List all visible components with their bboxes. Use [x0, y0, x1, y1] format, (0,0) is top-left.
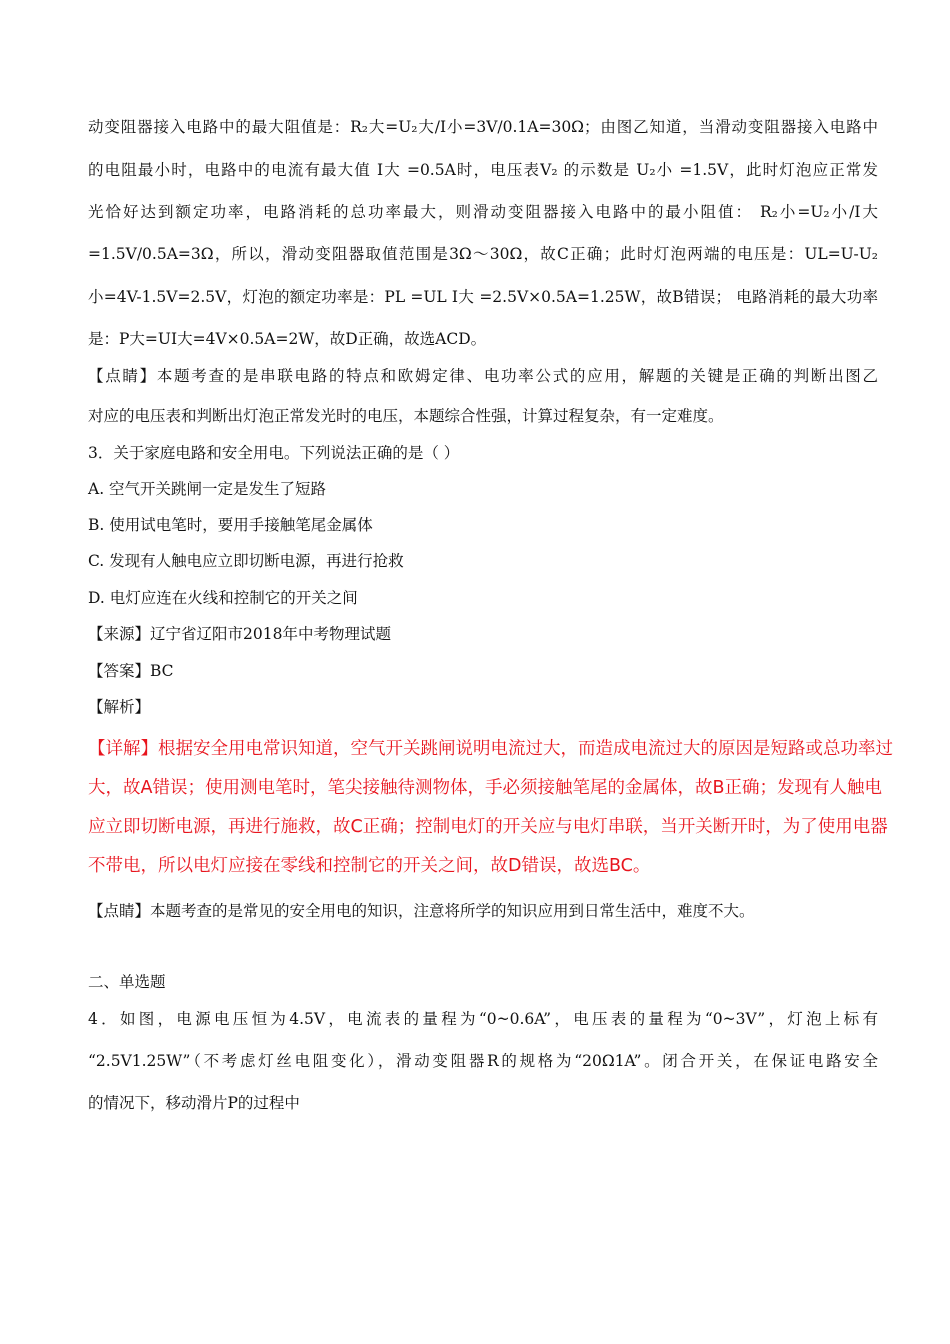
question-stem: 的情况下，移动滑片P的过程中	[88, 1094, 300, 1112]
question-stem: 4．如图，电源电压恒为4.5V，电流表的量程为“0~0.6A”，电压表的量程为“0~3V”，灯泡上标有	[88, 1010, 878, 1028]
option-c: C. 发现有人触电应立即切断电源，再进行抢救	[88, 552, 404, 570]
detail-line: 【详解】根据安全用电常识知道，空气开关跳闸说明电流过大，而造成电流过大的原因是短路或总功率过	[88, 739, 893, 759]
note-line: 对应的电压表和判断出灯泡正常发光时的电压，本题综合性强，计算过程复杂，有一定难度。	[88, 407, 724, 425]
text-line: 小=4V-1.5V=2.5V，灯泡的额定功率是：PL =UL I大 =2.5V×0.5A=1.25W，故B错误； 电路消耗的最大功率	[88, 288, 878, 306]
option-d: D. 电灯应连在火线和控制它的开关之间	[88, 589, 358, 607]
detail-line: 应立即切断电源，再进行施救，故C正确；控制电灯的开关应与电灯串联，当开关断开时，为了使用电器	[88, 817, 888, 837]
text-line: 动变阻器接入电路中的最大阻值是：R₂大=U₂大/I小=3V/0.1A=30Ω；由图乙知道，当滑动变阻器接入电路中	[88, 118, 878, 136]
note-line: 【点睛】本题考查的是常见的安全用电的知识，注意将所学的知识应用到日常生活中，难度不大。	[88, 902, 755, 920]
detail-line: 不带电，所以电灯应接在零线和控制它的开关之间，故D错误，故选BC。	[88, 856, 651, 876]
source-line: 【来源】辽宁省辽阳市2018年中考物理试题	[88, 625, 391, 643]
question-stem: 3．关于家庭电路和安全用电。下列说法正确的是（ ）	[88, 444, 460, 462]
option-b: B. 使用试电笔时，要用手接触笔尾金属体	[88, 516, 373, 534]
detail-line: 大，故A错误；使用测电笔时，笔尖接触待测物体，手必须接触笔尾的金属体，故B正确；发现有人触电	[88, 778, 882, 798]
note-line: 【点睛】本题考查的是串联电路的特点和欧姆定律、电功率公式的应用，解题的关键是正确的判断出图乙	[88, 367, 878, 385]
text-line: 光恰好达到额定功率，电路消耗的总功率最大，则滑动变阻器接入电路中的最小阻值： R₂小=U₂小/I大	[88, 203, 878, 221]
option-a: A. 空气开关跳闸一定是发生了短路	[88, 480, 327, 498]
section-heading: 二、单选题	[88, 973, 166, 991]
answer-line: 【答案】BC	[88, 662, 174, 680]
text-line: 是：P大=UI大=4V×0.5A=2W，故D正确，故选ACD。	[88, 330, 487, 348]
question-stem: “2.5V1.25W”（不考虑灯丝电阻变化），滑动变阻器R的规格为“20Ω1A”。闭合开关，在保证电路安全	[88, 1052, 878, 1070]
text-line: =1.5V/0.5A=3Ω，所以，滑动变阻器取值范围是3Ω～30Ω，故C正确；此时灯泡两端的电压是：UL=U-U₂	[88, 245, 878, 263]
analysis-heading: 【解析】	[88, 698, 151, 716]
text-line: 的电阻最小时，电路中的电流有最大值 I大 =0.5A时，电压表V₂ 的示数是 U₂小 =1.5V，此时灯泡应正常发	[88, 161, 878, 179]
